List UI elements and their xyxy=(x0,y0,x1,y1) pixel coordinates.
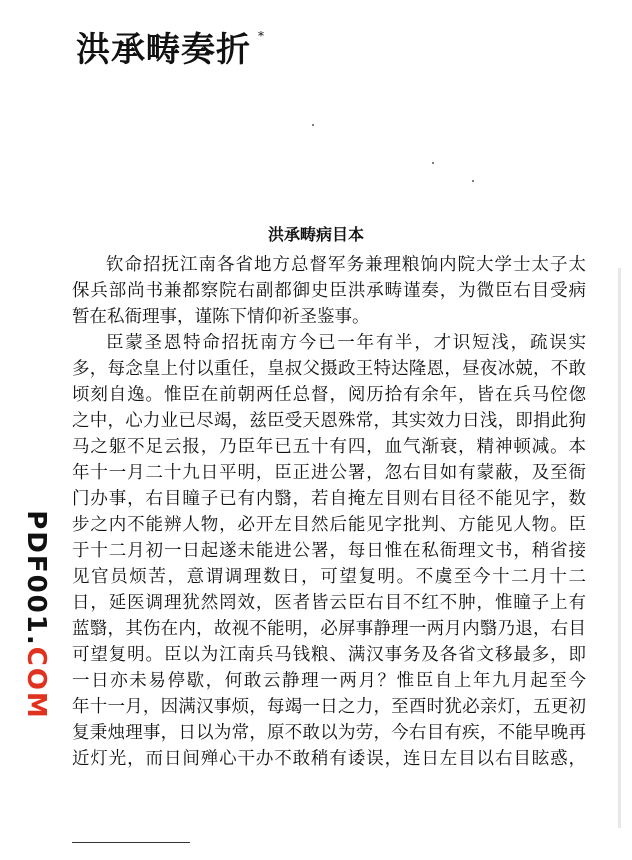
text-line: 门办事，右目瞳子已有内翳，若自掩左目则右目径不能见字，数 xyxy=(72,489,586,509)
text-line: 日，延医调理犹然罔效，医者皆云臣右目不红不肿，惟瞳子上有 xyxy=(72,593,586,613)
text-line: 年十一月二十九日平明，臣正进公署，忽右目如有蒙蔽，及至衙 xyxy=(72,463,586,483)
text-line: 臣蒙圣恩特命招抚南方今已一年有半，才识短浅，疏误实 xyxy=(106,333,586,353)
text-line: 见官员烦苦，意谓调理数日，可望复明。不虞至今十二月十二 xyxy=(72,567,586,587)
text-line: 近灯光，而日间殚心干办不敢稍有诿误，连日左目以右目眩惑， xyxy=(72,749,586,769)
text-line: 多，每念皇上付以重任，皇叔父摄政王特达隆恩，昼夜冰兢，不敢 xyxy=(72,359,586,379)
text-line: 暂在私衙理事，谨陈下情仰祈圣鉴事。 xyxy=(72,307,370,327)
text-line: 复秉烛理事，日以为常，原不敢以为劳，今右目有疾，不能早晚再 xyxy=(72,723,586,743)
page-title: 洪承畴奏折 xyxy=(76,30,251,70)
text-line: 于十二月初一日起遂未能进公署，每日惟在私衙理文书，稍省接 xyxy=(72,541,586,561)
text-line: 顷刻自逸。惟臣在前朝两任总督，阅历拾有余年，皆在兵马倥偬 xyxy=(72,385,586,405)
page-edge-shadow xyxy=(618,268,621,828)
text-line: 蓝翳，其伤在内，故视不能明，必屏事静理一两月内翳乃退，右目 xyxy=(72,619,586,639)
scan-speck xyxy=(472,180,474,182)
text-line: 可望复明。臣以为江南兵马钱粮、满汉事务及各省文移最多，即 xyxy=(72,645,586,665)
site-watermark xyxy=(16,510,56,720)
watermark-text-domain: COM xyxy=(21,646,51,720)
text-line: 钦命招抚江南各省地方总督军务兼理粮饷内院大学士太子太 xyxy=(106,255,586,275)
watermark-text-main: PDF001. xyxy=(21,510,51,647)
title-footnote-mark: * xyxy=(258,29,264,43)
text-line: 之中，心力业已尽竭，兹臣受天恩殊常，其实效力日浅，即捐此狗 xyxy=(72,411,586,431)
text-line: 步之内不能辨人物，必开左目然后能见字批判、方能见人物。臣 xyxy=(72,515,586,535)
text-line: 保兵部尚书兼都察院右副都御史臣洪承畴谨奏，为微臣右目受病 xyxy=(72,281,586,301)
text-line: 年十一月，因满汉事烦，每竭一日之力，至酉时犹必亲灯，五更初 xyxy=(72,697,586,717)
text-line: 一日亦未易停歇，何敢云静理一两月？惟臣自上年九月起至今 xyxy=(72,671,586,691)
memorial-body-text xyxy=(72,252,586,772)
text-line: 马之躯不足云报，乃臣年已五十有四，血气渐衰，精神顿减。本 xyxy=(72,437,586,457)
section-heading: 洪承畴病目本 xyxy=(267,225,364,244)
scan-speck xyxy=(432,162,434,164)
footnote-rule xyxy=(72,842,190,843)
scan-speck xyxy=(312,124,314,126)
